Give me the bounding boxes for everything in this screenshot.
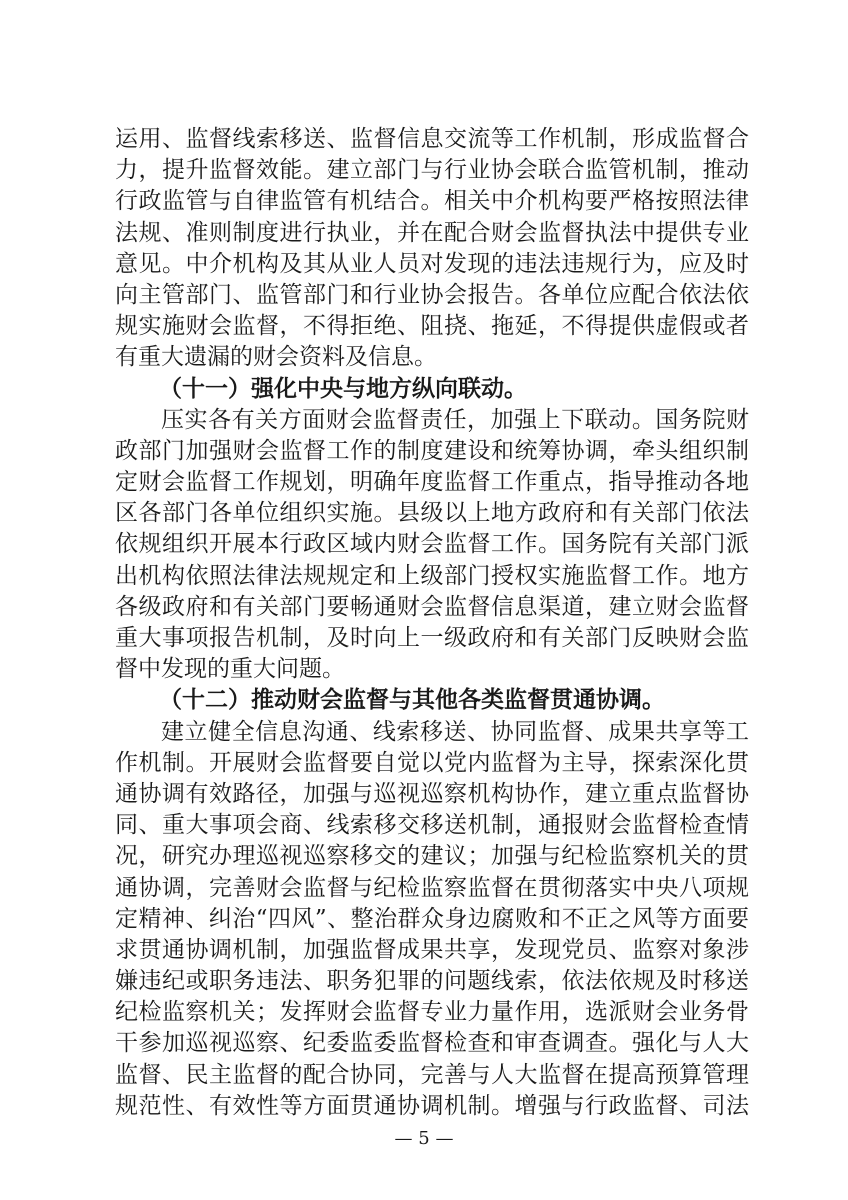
text-line: 督中发现的重大问题。 bbox=[115, 656, 345, 683]
text-line: 力，提升监督效能。建立部门与行业协会联合监管机制，推动 bbox=[115, 157, 749, 184]
text-line: 定精神、纠治“四风”、整治群众身边腐败和不正之风等方面要 bbox=[115, 905, 749, 932]
body-text bbox=[115, 124, 749, 1122]
text-line: 向主管部门、监管部门和行业协会报告。各单位应配合依法依 bbox=[115, 281, 749, 308]
text-line: 干参加巡视巡察、纪委监委监督检查和审查调查。强化与人大 bbox=[115, 1030, 749, 1057]
text-line: 行政监管与自律监管有机结合。相关中介机构要严格按照法律 bbox=[115, 188, 749, 215]
text-line: 区各部门各单位组织实施。县级以上地方政府和有关部门依法 bbox=[115, 500, 749, 527]
page-number: — 5 — bbox=[394, 1128, 454, 1149]
text-line: 法规、准则制度进行执业，并在配合财会监督执法中提供专业 bbox=[115, 219, 749, 246]
text-line: 依规组织开展本行政区域内财会监督工作。国务院有关部门派 bbox=[115, 531, 749, 558]
text-line: 通协调有效路径，加强与巡视巡察机构协作，建立重点监督协 bbox=[115, 780, 749, 807]
text-line: 建立健全信息沟通、线索移送、协同监督、成果共享等工 bbox=[161, 718, 749, 745]
text-line: 政部门加强财会监督工作的制度建设和统筹协调，牵头组织制 bbox=[115, 437, 749, 464]
text-line: 同、重大事项会商、线索移交移送机制，通报财会监督检查情 bbox=[115, 812, 749, 839]
text-line: 意见。中介机构及其从业人员对发现的违法违规行为，应及时 bbox=[115, 250, 749, 277]
text-line: 嫌违纪或职务违法、职务犯罪的问题线索，依法依规及时移送 bbox=[115, 968, 749, 995]
text-line: 有重大遗漏的财会资料及信息。 bbox=[115, 344, 437, 371]
text-line: 压实各有关方面财会监督责任，加强上下联动。国务院财 bbox=[161, 406, 749, 433]
text-line: 定财会监督工作规划，明确年度监督工作重点，指导推动各地 bbox=[115, 469, 749, 496]
text-line: 各级政府和有关部门要畅通财会监督信息渠道，建立财会监督 bbox=[115, 593, 749, 620]
text-line: 纪检监察机关；发挥财会监督专业力量作用，选派财会业务骨 bbox=[115, 999, 749, 1026]
section-heading-12: （十二）推动财会监督与其他各类监督贯通协调。 bbox=[159, 687, 665, 714]
text-line: 规实施财会监督，不得拒绝、阻挠、拖延，不得提供虚假或者 bbox=[115, 313, 749, 340]
text-line: 规范性、有效性等方面贯通协调机制。增强与行政监督、司法 bbox=[115, 1092, 749, 1119]
text-line: 重大事项报告机制，及时向上一级政府和有关部门反映财会监 bbox=[115, 625, 749, 651]
section-heading-11: （十一）强化中央与地方纵向联动。 bbox=[159, 375, 527, 402]
text-line: 作机制。开展财会监督要自觉以党内监督为主导，探索深化贯 bbox=[115, 749, 749, 776]
text-line: 出机构依照法律法规规定和上级部门授权实施监督工作。地方 bbox=[115, 562, 749, 589]
text-line: 况，研究办理巡视巡察移交的建议；加强与纪检监察机关的贯 bbox=[115, 843, 749, 870]
text-line: 运用、监督线索移送、监督信息交流等工作机制，形成监督合 bbox=[115, 126, 749, 152]
text-line: 监督、民主监督的配合协同，完善与人大监督在提高预算管理 bbox=[115, 1061, 749, 1088]
text-line: 通协调，完善财会监督与纪检监察监督在贯彻落实中央八项规 bbox=[115, 874, 749, 901]
text-line: 求贯通协调机制，加强监督成果共享，发现党员、监察对象涉 bbox=[115, 936, 749, 963]
